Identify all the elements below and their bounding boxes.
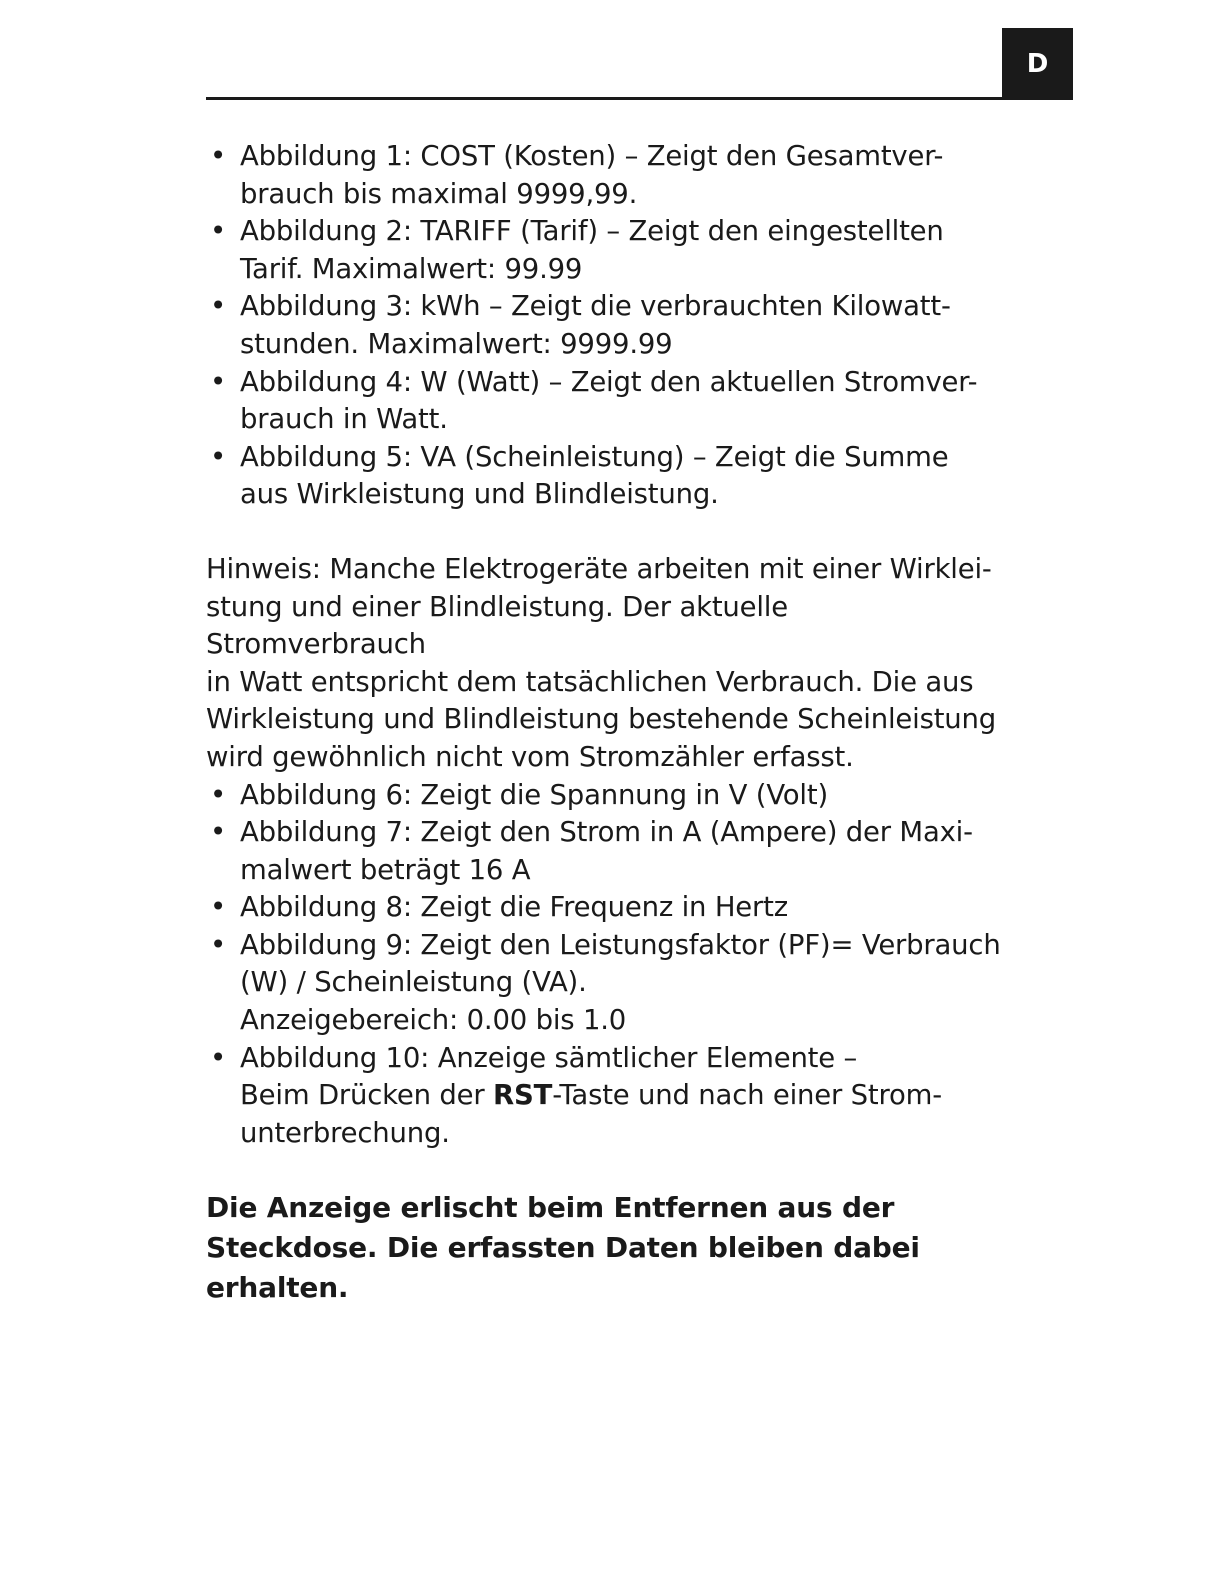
list-item-10 [206,1040,1006,1153]
display-modes-list-2 [206,777,1006,1153]
final-notice: Die Anzeige erlischt beim Entfernen aus der Steckdose. Die erfassten Daten bleiben dabei erhalten. [206,1191,920,1305]
item10-line1: Abbildung 10: Anzeige sämtlicher Elemente – [240,1041,858,1074]
item10-before-key: Beim Drücken der [240,1079,494,1112]
list-item: • Abbildung 3: kWh – Zeigt die verbrauchten Kilowatt- stunden. Maximalwert: 9999.99 [206,288,1006,363]
item10-line3: unterbrechung. [240,1116,450,1149]
item10-after-key: -Taste und nach einer Strom- [552,1079,942,1112]
list-item: • Abbildung 5: VA (Scheinleistung) – Zeigt die Summe aus Wirkleistung und Blindleistung. [206,439,1006,514]
list-item: • Abbildung 8: Zeigt die Frequenz in Hertz [206,889,1006,927]
list-item: • Abbildung 7: Zeigt den Strom in A (Ampere) der Maxi- malwert beträgt 16 A [206,814,1006,889]
list-item: • Abbildung 6: Zeigt die Spannung in V (Volt) [206,777,1006,815]
header-rule [206,97,1002,100]
list-item: • Abbildung 1: COST (Kosten) – Zeigt den Gesamtver- brauch bis maximal 9999,99. [206,138,1006,213]
rst-key-label: RST [493,1079,553,1112]
page-content [206,138,1006,1336]
list-item: • Abbildung 9: Zeigt den Leistungsfaktor (PF)= Verbrauch (W) / Scheinleistung (VA). Anzeigebereich: 0.00 bis 1.0 [206,927,1006,1040]
display-modes-list-1 [206,138,1006,514]
list-item: • Abbildung 2: TARIFF (Tarif) – Zeigt den eingestellten Tarif. Maximalwert: 99.99 [206,213,1006,288]
list-item: • Abbildung 4: W (Watt) – Zeigt den aktuellen Stromver- brauch in Watt. [206,364,1006,439]
note-paragraph: Hinweis: Manche Elektrogeräte arbeiten mit einer Wirklei- stung und einer Blindleistung. Der aktuelle Stromverbrauch in Watt entspricht dem tatsächlichen Verbrauch. Die aus Wirkleistung und Blindleistung bestehende Scheinleistung wird gewöhnlich nicht vom Stromzähler erfasst. [206,552,996,773]
language-tab: D [1002,28,1073,100]
